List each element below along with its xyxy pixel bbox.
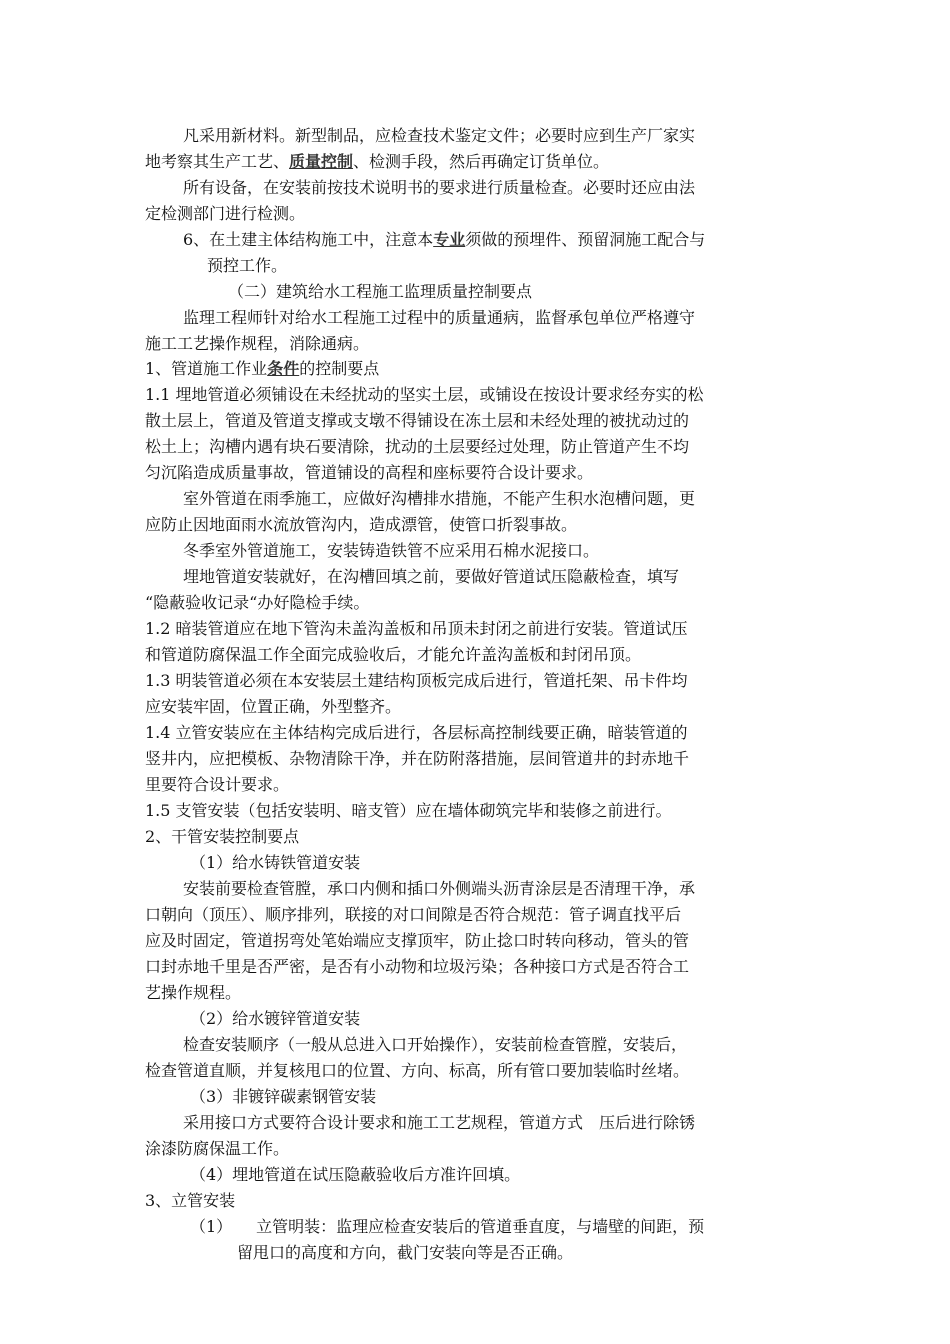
text-line — [190, 1085, 850, 1108]
text-line — [145, 721, 805, 744]
text-segment: 竖井内，应把模板、杂物清除干净，并在防附落措施，层间管道井的封赤地千 — [145, 749, 690, 768]
text-segment: 施工工艺操作规程，消除通病。 — [145, 334, 370, 353]
text-segment: 留甩口的高度和方向，截门安装向等是否正确。 — [237, 1243, 574, 1262]
text-line — [145, 747, 805, 770]
text-segment: “隐蔽验收记录“办好隐检手续。 — [145, 593, 370, 612]
text-line — [190, 851, 850, 874]
text-line — [183, 306, 843, 329]
text-line — [145, 357, 805, 380]
text-line — [145, 773, 805, 796]
text-segment: 1.3 明装管道必须在本安装层土建结构顶板完成后进行，管道托架、吊卡件均 — [145, 671, 688, 690]
text-line — [145, 435, 805, 458]
text-line — [190, 1007, 850, 1030]
text-line — [145, 332, 805, 355]
text-line — [145, 643, 805, 666]
text-segment: 监理工程师针对给水工程施工过程中的质量通病，监督承包单位严格遵守 — [183, 308, 696, 327]
underlined-keyword: 专业 — [433, 230, 466, 249]
text-segment: 应防止因地面雨水流放管沟内，造成漂管，使管口折裂事故。 — [145, 515, 578, 534]
text-line — [145, 799, 805, 822]
text-segment: 所有设备，在安装前按技术说明书的要求进行质量检查。必要时还应由法 — [183, 178, 696, 197]
text-line — [145, 591, 805, 614]
underlined-keyword: 条件 — [267, 359, 300, 378]
text-line — [183, 539, 843, 562]
text-segment: 里要符合设计要求。 — [145, 775, 290, 794]
text-segment: 室外管道在雨季施工，应做好沟槽排水措施，不能产生积水泡槽问题，更 — [183, 489, 696, 508]
text-line — [183, 565, 843, 588]
text-line — [183, 228, 843, 251]
text-line — [145, 669, 805, 692]
text-segment: 艺操作规程。 — [145, 983, 242, 1002]
underlined-keyword: 质量控制 — [289, 152, 354, 171]
text-segment: （二）建筑给水工程施工监理质量控制要点 — [228, 282, 533, 301]
text-segment: 应及时固定，管道拐弯处笔始端应支撑顶牢，防止捻口时转向移动，管头的管 — [145, 931, 690, 950]
text-segment: 和管道防腐保温工作全面完成验收后，才能允许盖沟盖板和封闭吊顶。 — [145, 645, 642, 664]
text-segment: 的控制要点 — [299, 359, 380, 378]
text-line — [145, 1137, 805, 1160]
text-segment: 1.2 暗装管道应在地下管沟未盖沟盖板和吊顶未封闭之前进行安装。管道试压 — [145, 619, 688, 638]
text-line — [145, 617, 805, 640]
text-line — [207, 254, 867, 277]
text-line — [145, 695, 805, 718]
text-segment: 3、立管安装 — [145, 1191, 236, 1210]
text-segment: （3）非镀锌碳素钢管安装 — [190, 1087, 377, 1106]
text-line — [145, 202, 805, 225]
text-line — [228, 280, 888, 303]
text-segment: 口朝向（顶压）、顺序排列，联接的对口间隙是否符合规范：管子调直找平后 — [145, 905, 682, 924]
text-segment: 定检测部门进行检测。 — [145, 204, 306, 223]
text-segment: （4）埋地管道在试压隐蔽验收后方准许回填。 — [190, 1165, 521, 1184]
text-line — [183, 1111, 843, 1134]
text-line — [145, 461, 805, 484]
text-segment: 冬季室外管道施工，安装铸造铁管不应采用石棉水泥接口。 — [183, 541, 600, 560]
text-line — [183, 487, 843, 510]
text-line — [145, 955, 805, 978]
text-line — [183, 176, 843, 199]
text-segment: 口封赤地千里是否严密，是否有小动物和垃圾污染；各种接口方式是否符合工 — [145, 957, 690, 976]
text-segment: 埋地管道安装就好，在沟槽回填之前，要做好管道试压隐蔽检查，填写 — [183, 567, 680, 586]
text-line — [145, 409, 805, 432]
text-segment: 1.4 立管安装应在主体结构完成后进行，各层标高控制线要正确，暗装管道的 — [145, 723, 688, 742]
text-segment: （2）给水镀锌管道安装 — [190, 1009, 361, 1028]
text-line — [237, 1241, 897, 1264]
text-line — [190, 1215, 850, 1238]
text-line — [183, 124, 843, 147]
text-line — [183, 877, 843, 900]
text-line — [145, 1189, 805, 1212]
text-segment: 、检测手段，然后再确定订货单位。 — [353, 152, 610, 171]
text-line — [145, 383, 805, 406]
text-segment: 应安装牢固，位置正确，外型整齐。 — [145, 697, 402, 716]
text-line — [190, 1163, 850, 1186]
text-segment: 散土层上，管道及管道支撑或支墩不得铺设在冻土层和未经处理的被扰动过的 — [145, 411, 690, 430]
text-segment: 1.5 支管安装（包括安装明、暗支管）应在墙体砌筑完毕和装修之前进行。 — [145, 801, 672, 820]
text-segment: （1）给水铸铁管道安装 — [190, 853, 361, 872]
text-segment: 凡采用新材料。新型制品，应检查技术鉴定文件；必要时应到生产厂家实 — [183, 126, 696, 145]
text-line — [145, 903, 805, 926]
text-line — [145, 825, 805, 848]
text-segment: 1.1 埋地管道必须铺设在未经扰动的坚实土层，或铺设在按设计要求经夯实的松 — [145, 385, 704, 404]
text-segment: 松土上；沟槽内遇有块石要清除，扰动的土层要经过处理，防止管道产生不均 — [145, 437, 690, 456]
text-line — [145, 1059, 805, 1082]
text-segment: 1、管道施工作业 — [145, 359, 268, 378]
text-line — [145, 981, 805, 1004]
text-line — [145, 929, 805, 952]
text-line — [145, 513, 805, 536]
text-segment: 须做的预埋件、预留洞施工配合与 — [465, 230, 706, 249]
text-segment: 匀沉陷造成质量事故，管道铺设的高程和座标要符合设计要求。 — [145, 463, 594, 482]
text-segment: 涂漆防腐保温工作。 — [145, 1139, 290, 1158]
text-segment: 检查安装顺序（一般从总进入口开始操作），安装前检查管膛，安装后， — [183, 1035, 688, 1054]
text-segment: 地考察其生产工艺、 — [145, 152, 290, 171]
text-segment: 6、在土建主体结构施工中，注意本 — [183, 230, 434, 249]
text-segment: 采用接口方式要符合设计要求和施工工艺规程，管道方式 压后进行除锈 — [183, 1113, 696, 1132]
text-segment: 检查管道直顺，并复核甩口的位置、方向、标高，所有管口要加装临时丝堵。 — [145, 1061, 690, 1080]
text-segment: 安装前要检查管膛，承口内侧和插口外侧端头沥青涂层是否清理干净，承 — [183, 879, 696, 898]
text-segment: （1） 立管明装：监理应检查安装后的管道垂直度，与墙壁的间距，预 — [190, 1217, 705, 1236]
text-line — [183, 1033, 843, 1056]
text-segment: 预控工作。 — [207, 256, 288, 275]
text-segment: 2、干管安装控制要点 — [145, 827, 300, 846]
text-line — [145, 150, 805, 173]
